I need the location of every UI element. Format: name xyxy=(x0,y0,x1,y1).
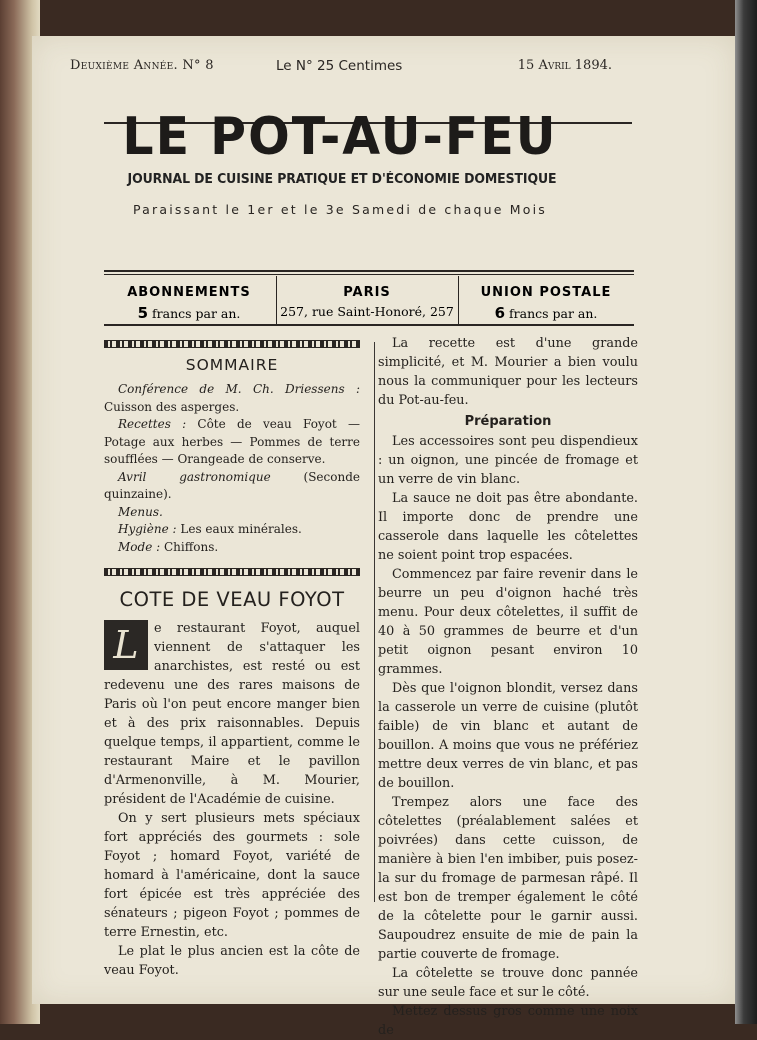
article-text: e restaurant Foyot, auquel viennent de s'attaquer les anarchistes, est resté ou est redevenu une des rares maisons de Paris où l'on peut encore manger bien et à des prix raisonnables. Depuis quelque temps, il appartient, comme le restaurant Maire et le pavillon d'Armenonville, à M. Mourier, président de l'Académie de cuisine. xyxy=(104,621,360,807)
preparation-heading: Préparation xyxy=(464,414,552,429)
sommaire-item-lead: Menus. xyxy=(118,504,163,519)
sommaire-item xyxy=(104,381,360,416)
sommaire-list xyxy=(104,381,360,556)
issue-date: 15 Avril 1894. xyxy=(517,58,612,73)
paris-address: 257, rue Saint-Honoré, 257 xyxy=(280,304,454,319)
recipe-paragraph: Les accessoires sont peu dispendieux : un oignon, une pincée de fromage et un verre de vin blanc. xyxy=(378,434,638,487)
sommaire-item xyxy=(104,416,360,469)
abonnements-cell xyxy=(104,276,274,324)
box-top-rule-1 xyxy=(104,270,634,272)
recipe-intro: La recette est d'une grande simplicité, et M. Mourier a bien voulu nous la communiquer pour les lecteurs du Pot-au-feu. xyxy=(378,336,638,408)
sommaire-item xyxy=(104,469,360,504)
sommaire-item-text: Cuisson des asperges. xyxy=(104,399,240,414)
sommaire-title: SOMMAIRE xyxy=(185,356,279,374)
masthead-subtitle: JOURNAL DE CUISINE PRATIQUE ET D'ÉCONOMIE DOMESTIQUE xyxy=(127,172,557,187)
masthead-title: LE POT-AU-FEU xyxy=(122,106,558,167)
sommaire-item xyxy=(104,521,360,539)
recipe-paragraph: La côtelette se trouve donc pannée sur une seule face et sur le côté. xyxy=(378,966,638,1000)
sommaire-item-text: Côte de veau Foyot — Potage aux herbes — Pommes de terre soufflées — Orangeade de conserve. xyxy=(104,417,360,466)
paris-label: PARIS xyxy=(343,285,391,300)
sommaire-item-lead: Recettes : xyxy=(118,417,187,431)
recipe-paragraph: La sauce ne doit pas être abondante. Il importe donc de prendre une casserole dans laquelle les côtelettes ne soient point trop espacées. xyxy=(378,491,638,563)
column-separator xyxy=(374,342,375,902)
publication-frequency xyxy=(100,202,580,217)
union-postale-cell xyxy=(458,276,634,324)
right-column xyxy=(378,334,638,1040)
recipe-paragraph: Commencez par faire revenir dans le beurre un peu d'oignon haché très menu. Pour deux côtelettes, il suffit de 40 à 50 grammes de beurre et d'un petit oignon pesant environ 10 grammes. xyxy=(378,567,638,677)
year-issue: Deuxième Année. N° 8 xyxy=(70,58,214,73)
recipe-paragraph: Trempez alors une face des côtelettes (préalablement salées et poivrées) dans cette cuisson, de manière à bien l'en imbiber, puis posez-la sur du fromage de parmesan râpé. Il est bon de tremper également le côté de la côtelette pour le garnir aussi. Saupoudrez ensuite de mie de pain la partie couverte de fromage. xyxy=(378,795,638,962)
sommaire-item-text: Chiffons. xyxy=(160,539,219,554)
box-top-rule-2 xyxy=(104,274,634,275)
sommaire-item-text: (Seconde quinzaine). xyxy=(104,469,360,501)
box-bottom-rule xyxy=(104,324,634,326)
abonnements-label: ABONNEMENTS xyxy=(127,285,251,300)
recipe-paragraph: Mettez dessus gros comme une noix de xyxy=(378,1004,638,1038)
recipe-paragraph: Dès que l'oignon blondit, versez dans la casserole un verre de cuisine (plutôt faible) de vin blanc et autant de bouillon. A moins que vous ne préfériez mettre deux verres de vin blanc, et pas de bouillon. xyxy=(378,681,638,791)
subscriptions-box xyxy=(104,276,634,324)
sommaire-item-text: Les eaux minérales. xyxy=(176,522,302,536)
sommaire-item-lead: Hygiène : xyxy=(118,522,177,536)
article-paragraph: On y sert plusieurs mets spéciaux fort appréciés des gourmets : sole Foyot ; homard Foyot, variété de homard à l'américaine, dont la sauce fort épicée est très appréciée des sénateurs ; pigeon Foyot ; pommes de terre Ernestin, etc. xyxy=(104,811,360,940)
union-postale-label: UNION POSTALE xyxy=(480,285,612,300)
abonnements-price xyxy=(104,304,274,322)
left-column xyxy=(104,340,360,980)
price: Le N° 25 Centimes xyxy=(276,58,403,74)
sommaire-item-lead: Avril gastronomique xyxy=(118,469,271,484)
abonnements-price-number: 5 xyxy=(137,304,149,322)
frequency-text: Paraissant le 1er et le 3e Samedi de chaque Mois xyxy=(132,202,548,217)
dropcap-letter: L xyxy=(104,620,148,670)
ornament-rule xyxy=(104,568,360,576)
sommaire-item xyxy=(104,539,360,557)
union-postale-price xyxy=(458,304,634,322)
sommaire-item-lead: Conférence de M. Ch. Driessens : xyxy=(118,382,360,396)
article-title: COTE DE VEAU FOYOT xyxy=(119,588,345,611)
book-cover-edge xyxy=(735,0,757,1024)
union-price-number: 6 xyxy=(494,304,506,322)
ornament-rule xyxy=(104,340,360,348)
sommaire-item xyxy=(104,504,360,522)
union-price-text: francs par an. xyxy=(509,306,598,321)
sommaire-item-lead: Mode : xyxy=(118,539,161,554)
article-paragraph xyxy=(104,619,360,809)
abonnements-price-text: francs par an. xyxy=(152,306,241,321)
article-paragraph: Le plat le plus ancien est la côte de veau Foyot. xyxy=(104,944,360,978)
paris-cell xyxy=(276,276,458,324)
